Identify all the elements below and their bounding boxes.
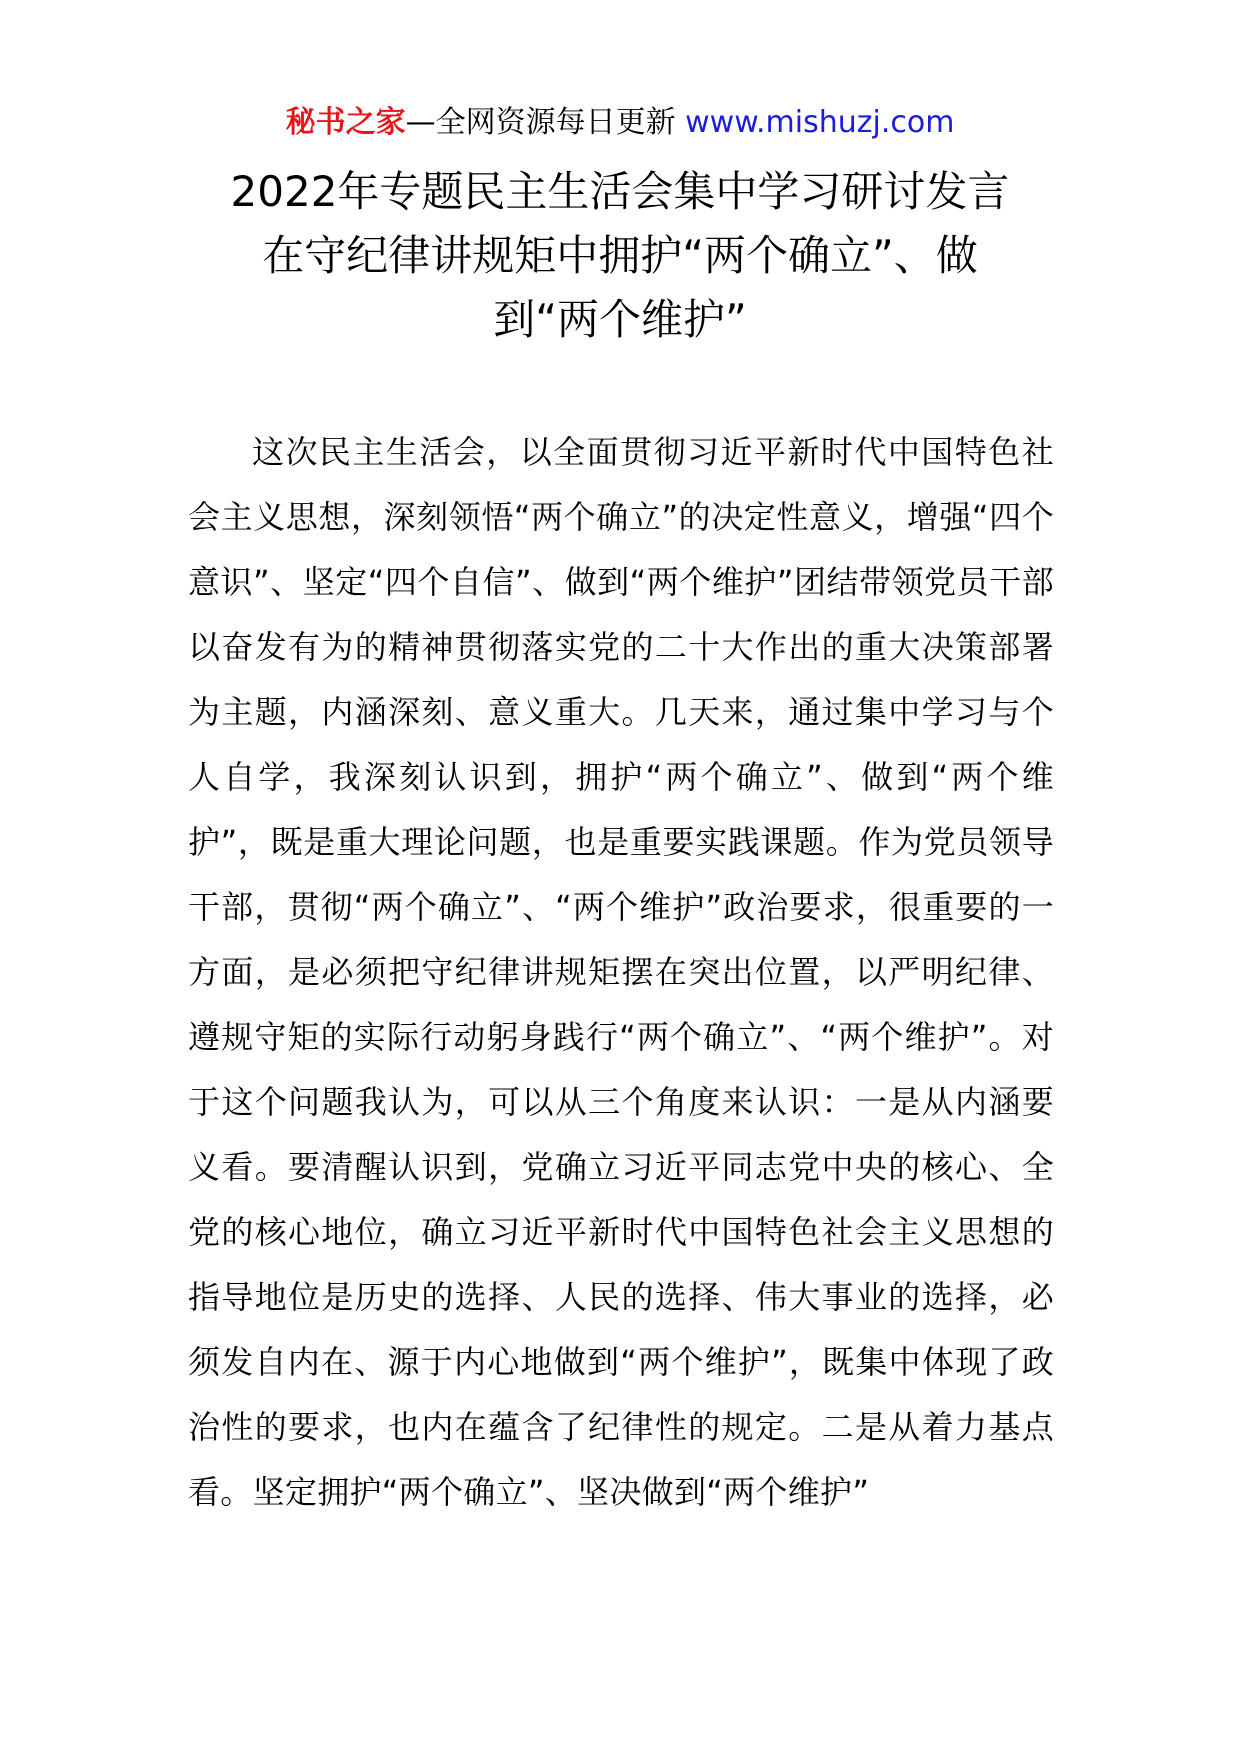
document-title (195, 160, 1045, 352)
header-url[interactable]: www.mishuzj.com (685, 105, 955, 140)
header-banner (0, 103, 1240, 143)
header-brand: 秘书之家 (285, 105, 406, 140)
header-tagline: —全网资源每日更新 (405, 105, 686, 140)
title-line-2: 在守纪律讲规矩中拥护“两个确立”、做 (262, 231, 978, 280)
title-line-3: 到“两个维护” (493, 295, 747, 344)
body-paragraph: 这次民主生活会，以全面贯彻习近平新时代中国特色社会主义思想，深刻领悟“两个确立”的决定性意义，增强“四个意识”、坚定“四个自信”、做到“两个维护”团结带领党员干部以奋发有为的精神贯彻落实党的二十大作出的重大决策部署为主题，内涵深刻、意义重大。几天来，通过集中学习与个人自学，我深刻认识到，拥护“两个确立”、做到“两个维护”，既是重大理论问题，也是重要实践课题。作为党员领导干部，贯彻“两个确立”、“两个维护”政治要求，很重要的一方面，是必须把守纪律讲规矩摆在突出位置，以严明纪律、遵规守矩的实际行动躬身践行“两个确立”、“两个维护”。对于这个问题我认为，可以从三个角度来认识：一是从内涵要义看。要清醒认识到，党确立习近平同志党中央的核心、全党的核心地位，确立习近平新时代中国特色社会主义思想的指导地位是历史的选择、人民的选择、伟大事业的选择，必须发自内在、源于内心地做到“两个维护”，既集中体现了政治性的要求，也内在蕴含了纪律性的规定。二是从着力基点看。坚定拥护“两个确立”、坚决做到“两个维护” (188, 433, 1054, 1511)
title-line-1: 2022年专题民主生活会集中学习研讨发言 (230, 167, 1010, 216)
